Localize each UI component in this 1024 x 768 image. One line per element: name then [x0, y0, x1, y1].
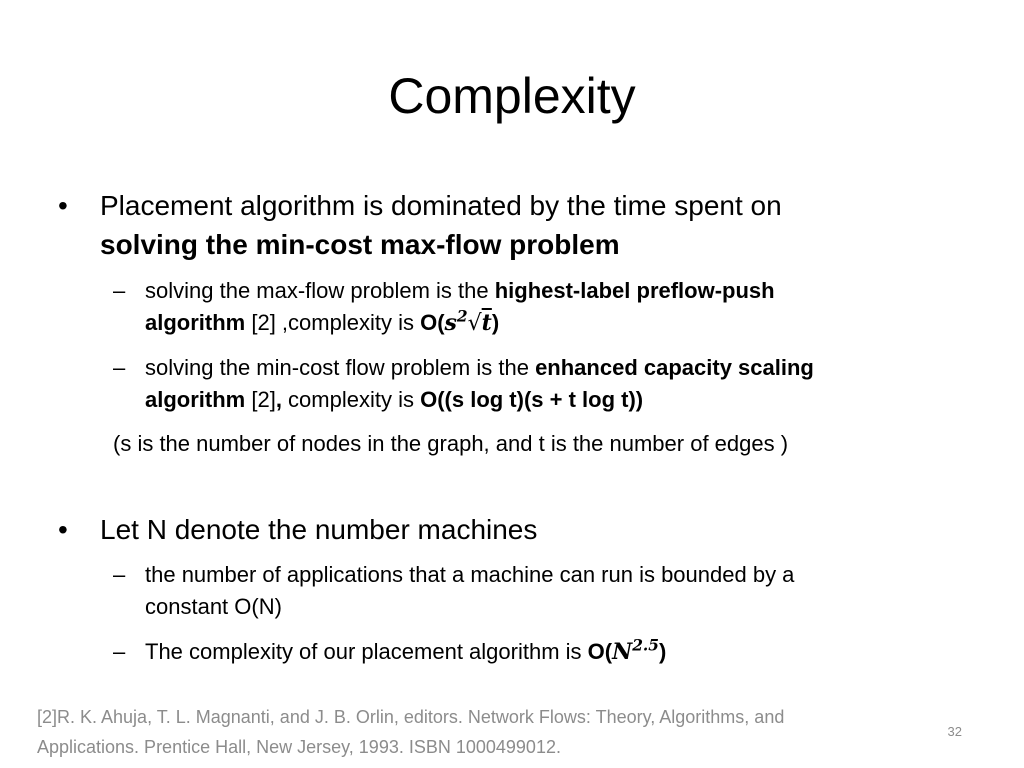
sub-bullet-1-1-ref: [2] ,complexity is	[245, 310, 421, 335]
complexity-formula-3	[587, 636, 667, 665]
sub-bullet-2-2-text: The complexity of our placement algorithm is	[145, 639, 588, 664]
complexity-formula-2: O((s log t)(s + t log t))	[420, 387, 644, 412]
formula-1-t: t	[481, 310, 492, 336]
bullet-1-marker: •	[58, 190, 68, 221]
formula-1-s: s	[444, 310, 457, 336]
bullet-2-text: Let N denote the number machines	[100, 514, 538, 545]
sub-bullet-1-1-bold-1: highest-label preflow-push	[494, 278, 775, 303]
bullet-1	[58, 186, 930, 264]
bullet-1-bold-text: solving the min-cost max-flow problem	[100, 229, 620, 260]
formula-1-root: √	[467, 311, 482, 336]
formula-3-open: O(	[587, 639, 613, 664]
sub-bullet-1-2-bold-2: algorithm	[145, 387, 246, 412]
sub-bullet-1-2-comma: ,	[275, 387, 282, 412]
sub-bullet-1-2-mid: complexity is	[281, 387, 421, 412]
bullet-2	[58, 510, 930, 549]
formula-3-close: )	[658, 639, 667, 664]
sub-bullet-2-2	[113, 636, 935, 668]
sub-bullet-1-1-text: solving the max-flow problem is the	[145, 278, 495, 303]
sub-bullet-1-1	[113, 275, 935, 340]
sub-bullet-2-1-line-1: the number of applications that a machine can run is bounded by a	[145, 562, 795, 587]
formula-1-open: O(	[420, 310, 445, 335]
formula-1-close: )	[491, 310, 500, 335]
footer-reference-line-2: Applications. Prentice Hall, New Jersey, 1993. ISBN 1000499012.	[37, 737, 561, 757]
sub-bullet-1-2	[113, 352, 935, 416]
footer-reference	[37, 702, 917, 762]
sub-bullet-2-2-marker: –	[113, 639, 126, 664]
complexity-formula-1	[420, 307, 500, 336]
sub-bullet-1-1-bold-2: algorithm	[145, 310, 246, 335]
sub-bullet-1-2-marker: –	[113, 355, 126, 380]
formula-3-n: N	[612, 639, 633, 665]
sub-bullet-1-2-bold-1: enhanced capacity scaling	[535, 355, 814, 380]
formula-1-exponent: 2	[456, 307, 468, 326]
bullet-2-marker: •	[58, 514, 68, 545]
sub-bullet-1-1-marker: –	[113, 278, 126, 303]
sub-bullet-2-1-marker: –	[113, 562, 126, 587]
formula-3-exponent: 2.5	[632, 636, 659, 655]
page-number: 32	[947, 724, 962, 739]
footer-reference-line-1: [2]R. K. Ahuja, T. L. Magnanti, and J. B. Orlin, editors. Network Flows: Theory, Algorithms, and	[37, 707, 785, 727]
sub-bullet-1-2-ref: [2]	[245, 387, 276, 412]
bullet-1-text: Placement algorithm is dominated by the time spent on	[100, 190, 782, 221]
slide-title: Complexity	[388, 68, 636, 124]
sub-bullet-2-1-line-2: constant O(N)	[145, 594, 282, 619]
sub-bullet-1-2-text: solving the min-cost flow problem is the	[145, 355, 536, 380]
sub-bullet-2-1	[113, 559, 935, 623]
definitions-note: (s is the number of nodes in the graph, and t is the number of edges )	[113, 431, 789, 456]
